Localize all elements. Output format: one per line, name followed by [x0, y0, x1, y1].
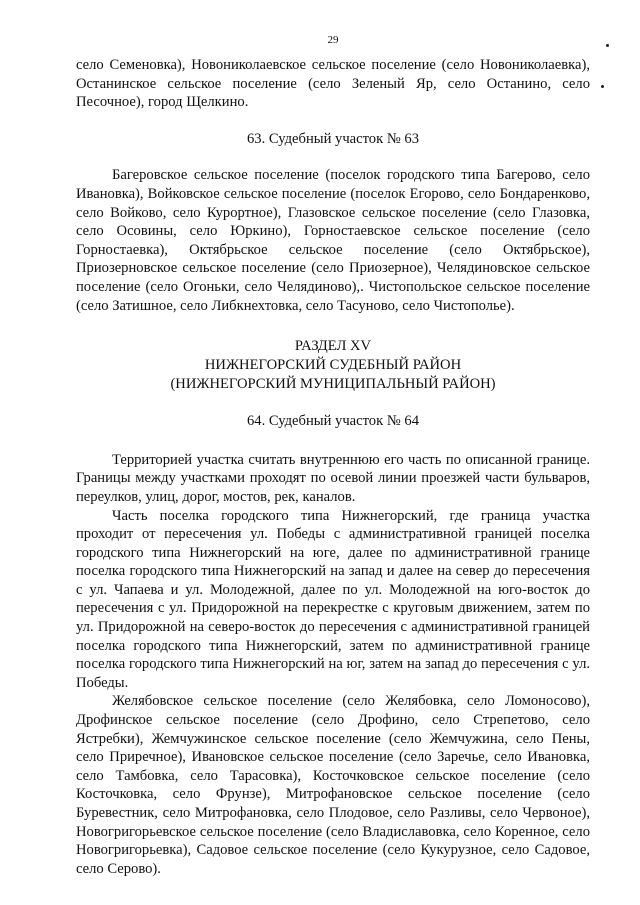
section-64-paragraph-1: Территорией участка считать внутреннюю его часть по описанной границе. Границы между участками проходят по осевой линии проезжей части бульваров, переулков, улиц, дорог, мостов, рек, каналов. — [76, 451, 590, 505]
razdel-heading — [76, 337, 590, 394]
scan-dot-right — [601, 85, 604, 88]
page-content — [76, 56, 590, 878]
scan-dot-top — [606, 44, 609, 47]
razdel-number: РАЗДЕЛ XV — [294, 338, 372, 355]
page-number: 29 — [327, 34, 339, 46]
section-63-paragraph: Багеровское сельское поселение (поселок городского типа Багерово, село Ивановка), Войковское сельское поселение (поселок Егорово, село Бондаренково, село Войково, село Курортное), Глазовское сельское поселение (село Глазовка, село Осовины, село Юркино), Горностаевское сельское поселение (село Горностаевка), Октябрьское сельское поселение (село Октябрьское), Приозерновское сельское поселение (село Приозерное), Челядиновское сельское поселение (село Огоньки, село Челядиново),. Чистопольское сельское поселение (село Затишное, село Либкнехтовка, село Тасуново, село Чистополье). — [76, 167, 590, 314]
razdel-municipal-name: (НИЖНЕГОРСКИЙ МУНИЦИПАЛЬНЫЙ РАЙОН) — [170, 376, 496, 393]
section-64-paragraph-2: Часть поселка городского типа Нижнегорский, где граница участка проходит от пересечения ул. Победы с административной границей поселка городского типа Нижнегорский на юге, далее по административной границе поселка городского типа Нижнегорский на запад и далее на север до пересечения с ул. Чапаева и ул. Молодежной, далее по ул. Молодежной на юго-восток до пересечения с ул. Придорожной на перекрестке с круговым движением, затем по ул. Придорожной на северо-восток до пересечения с административной границей поселка городского типа Нижнегорский, затем по административной границе поселка городского типа Нижнегорский на юг, затем на запад до пересечения с ул. Победы. — [76, 507, 590, 691]
section-63-title: 63. Судебный участок № 63 — [246, 130, 420, 147]
intro-paragraph: село Семеновка), Новониколаевское сельское поселение (село Новониколаевка), Останинское сельское поселение (село Зеленый Яр, село Останино, село Песочное), город Щелкино. — [76, 57, 590, 111]
section-64-title: 64. Судебный участок № 64 — [246, 413, 420, 430]
razdel-district-name: НИЖНЕГОРСКИЙ СУДЕБНЫЙ РАЙОН — [204, 357, 462, 374]
section-64-paragraph-3: Желябовское сельское поселение (село Желябовка, село Ломоносово), Дрофинское сельское поселение (село Дрофино, село Стрепетово, село Ястребки), Жемчужинское сельское поселение (село Жемчужина, село Пены, село Приречное), Ивановское сельское поселение (село Заречье, село Ивановка, село Тамбовка, село Тарасовка), Косточковское сельское поселение (село Косточковка, село Фрунзе), Митрофановское сельское поселение (село Буревестник, село Митрофановка, село Плодовое, село Разливы, село Червоное), Новогригорьевское сельское поселение (село Владиславовка, село Коренное, село Новогригорьевка), Садовое сельское поселение (село Кукурузное, село Садовое, село Серово). — [76, 693, 590, 877]
